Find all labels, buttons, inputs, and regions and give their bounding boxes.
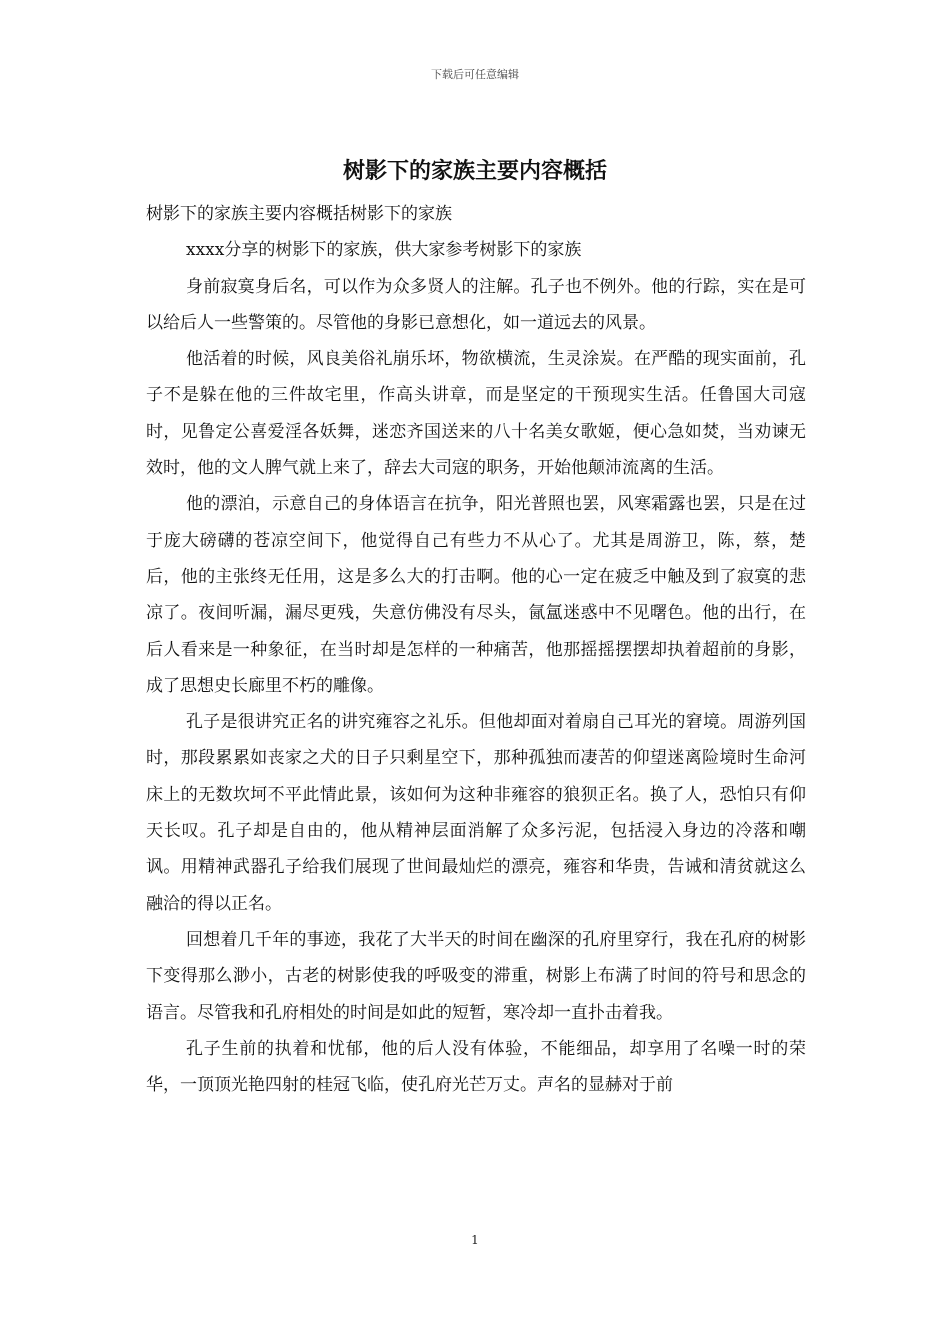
paragraph-2: 身前寂寞身后名，可以作为众多贤人的注解。孔子也不例外。他的行踪，实在是可以给后人一些警策的。尽管他的身影已意想化，如一道远去的风景。	[146, 276, 806, 333]
paragraph-4: 他的漂泊，示意自己的身体语言在抗争，阳光普照也罢，风寒霜露也罢，只是在过于庞大磅礴的苍凉空间下，他觉得自己有些力不从心了。尤其是周游卫，陈，蔡，楚后，他的主张终无任用，这是多么大的打击啊。他的心一定在疲乏中触及到了寂寞的悲凉了。夜间听漏，漏尽更残，失意仿佛没有尽头，氤氲迷惑中不见曙色。他的出行，在后人看来是一种象征，在当时却是怎样的一种痛苦，他那摇摇摆摆却执着超前的身影，成了思想史长廊里不朽的雕像。	[146, 494, 806, 696]
document-body	[146, 196, 806, 1103]
paragraph-5: 孔子是很讲究正名的讲究雍容之礼乐。但他却面对着扇自己耳光的窘境。周游列国时，那段累累如丧家之犬的日子只剩星空下，那种孤独而凄苦的仰望迷离险境时生命河床上的无数坎坷不平此情此景，该如何为这种非雍容的狼狈正名。换了人，恐怕只有仰天长叹。孔子却是自由的，他从精神层面消解了众多污泥，包括浸入身边的冷落和嘲讽。用精神武器孔子给我们展现了世间最灿烂的漂亮，雍容和华贵，告诫和清贫就这么融洽的得以正名。	[146, 712, 806, 914]
subtitle-paragraph: 树影下的家族主要内容概括树影下的家族	[146, 204, 452, 224]
page-number: 1	[471, 1233, 479, 1247]
paragraph-7: 孔子生前的执着和忧郁，他的后人没有体验，不能细品，却享用了名噪一时的荣华，一顶顶光艳四射的桂冠飞临，使孔府光芒万丈。声名的显赫对于前	[146, 1038, 806, 1096]
paragraph-3: 他活着的时候，风良美俗礼崩乐坏，物欲横流，生灵涂炭。在严酷的现实面前，孔子不是躲在他的三件故宅里，作高头讲章，而是坚定的干预现实生活。任鲁国大司寇时，见鲁定公喜爱淫各妖舞，迷恋齐国送来的八十名美女歌姬，便心急如焚，当劝谏无效时，他的文人脾气就上来了，辞去大司寇的职务，开始他颠沛流离的生活。	[146, 349, 806, 479]
document-title: 树影下的家族主要内容概括	[342, 159, 607, 184]
paragraph-6: 回想着几千年的事迹，我花了大半天的时间在幽深的孔府里穿行，我在孔府的树影下变得那么渺小，古老的树影使我的呼吸变的滞重，树影上布满了时间的符号和思念的语言。尽管我和孔府相处的时间是如此的短暂，寒冷却一直扑击着我。	[146, 929, 806, 1023]
paragraph-1: xxxx分享的树影下的家族，供大家参考树影下的家族	[186, 240, 582, 261]
page-header: 下载后可任意编辑	[431, 68, 519, 81]
